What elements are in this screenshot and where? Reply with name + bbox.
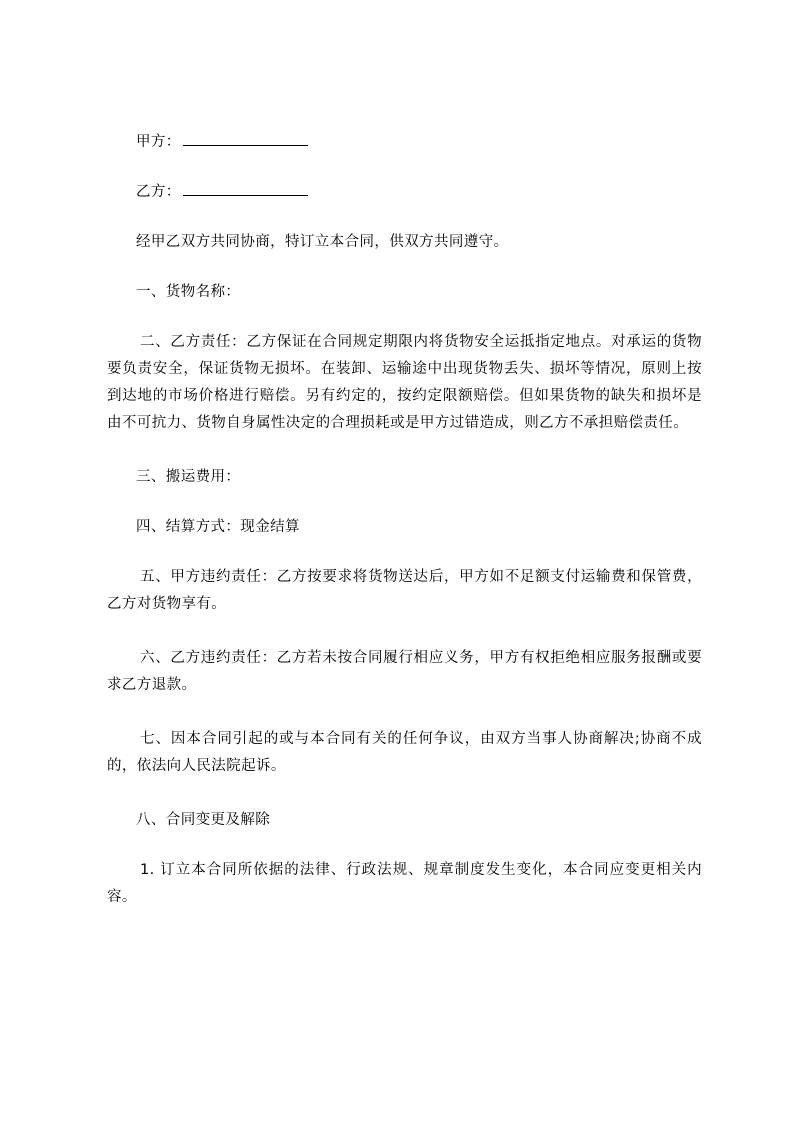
party-b-line [107, 179, 702, 206]
section-5-party-a-breach: 五、甲方违约责任：乙方按要求将货物送达后，甲方如不足额支付运输费和保管费，乙方对货物享有。 [107, 569, 702, 612]
section-1-goods-name: 一、货物名称： [136, 284, 241, 300]
party-a-label: 甲方： [136, 134, 181, 150]
section-6-party-b-breach: 六、乙方违约责任：乙方若未按合同履行相应义务，甲方有权拒绝相应服务报酬或要求乙方退款。 [107, 650, 702, 693]
section-8-item-1: 1. 订立本合同所依据的法律、行政法规、规章制度发生变化，本合同应变更相关内容。 [107, 862, 702, 905]
contract-body [107, 129, 702, 911]
intro-paragraph: 经甲乙双方共同协商，特订立本合同，供双方共同遵守。 [136, 234, 509, 250]
party-b-label: 乙方： [136, 184, 181, 200]
section-7-disputes: 七、因本合同引起的或与本合同有关的任何争议，由双方当事人协商解决;协商不成的，依法向人民法院起诉。 [107, 731, 702, 774]
party-b-blank-field[interactable] [183, 180, 308, 196]
party-a-line [107, 129, 702, 156]
section-8-change-termination: 八、合同变更及解除 [136, 812, 271, 828]
section-3-handling-fee: 三、搬运费用： [136, 469, 241, 485]
section-4-settlement: 四、结算方式：现金结算 [136, 519, 300, 535]
party-a-blank-field[interactable] [183, 130, 308, 146]
section-2-party-b-liability: 二、乙方责任：乙方保证在合同规定期限内将货物安全运抵指定地点。对承运的货物要负责安全，保证货物无损坏。在装卸、运输途中出现货物丢失、损坏等情况，原则上按到达地的市场价格进行赔偿。另有约定的，按约定限额赔偿。但如果货物的缺失和损坏是由不可抗力、货物自身属性决定的合理损耗或是甲方过错造成，则乙方不承担赔偿责任。 [107, 334, 702, 431]
